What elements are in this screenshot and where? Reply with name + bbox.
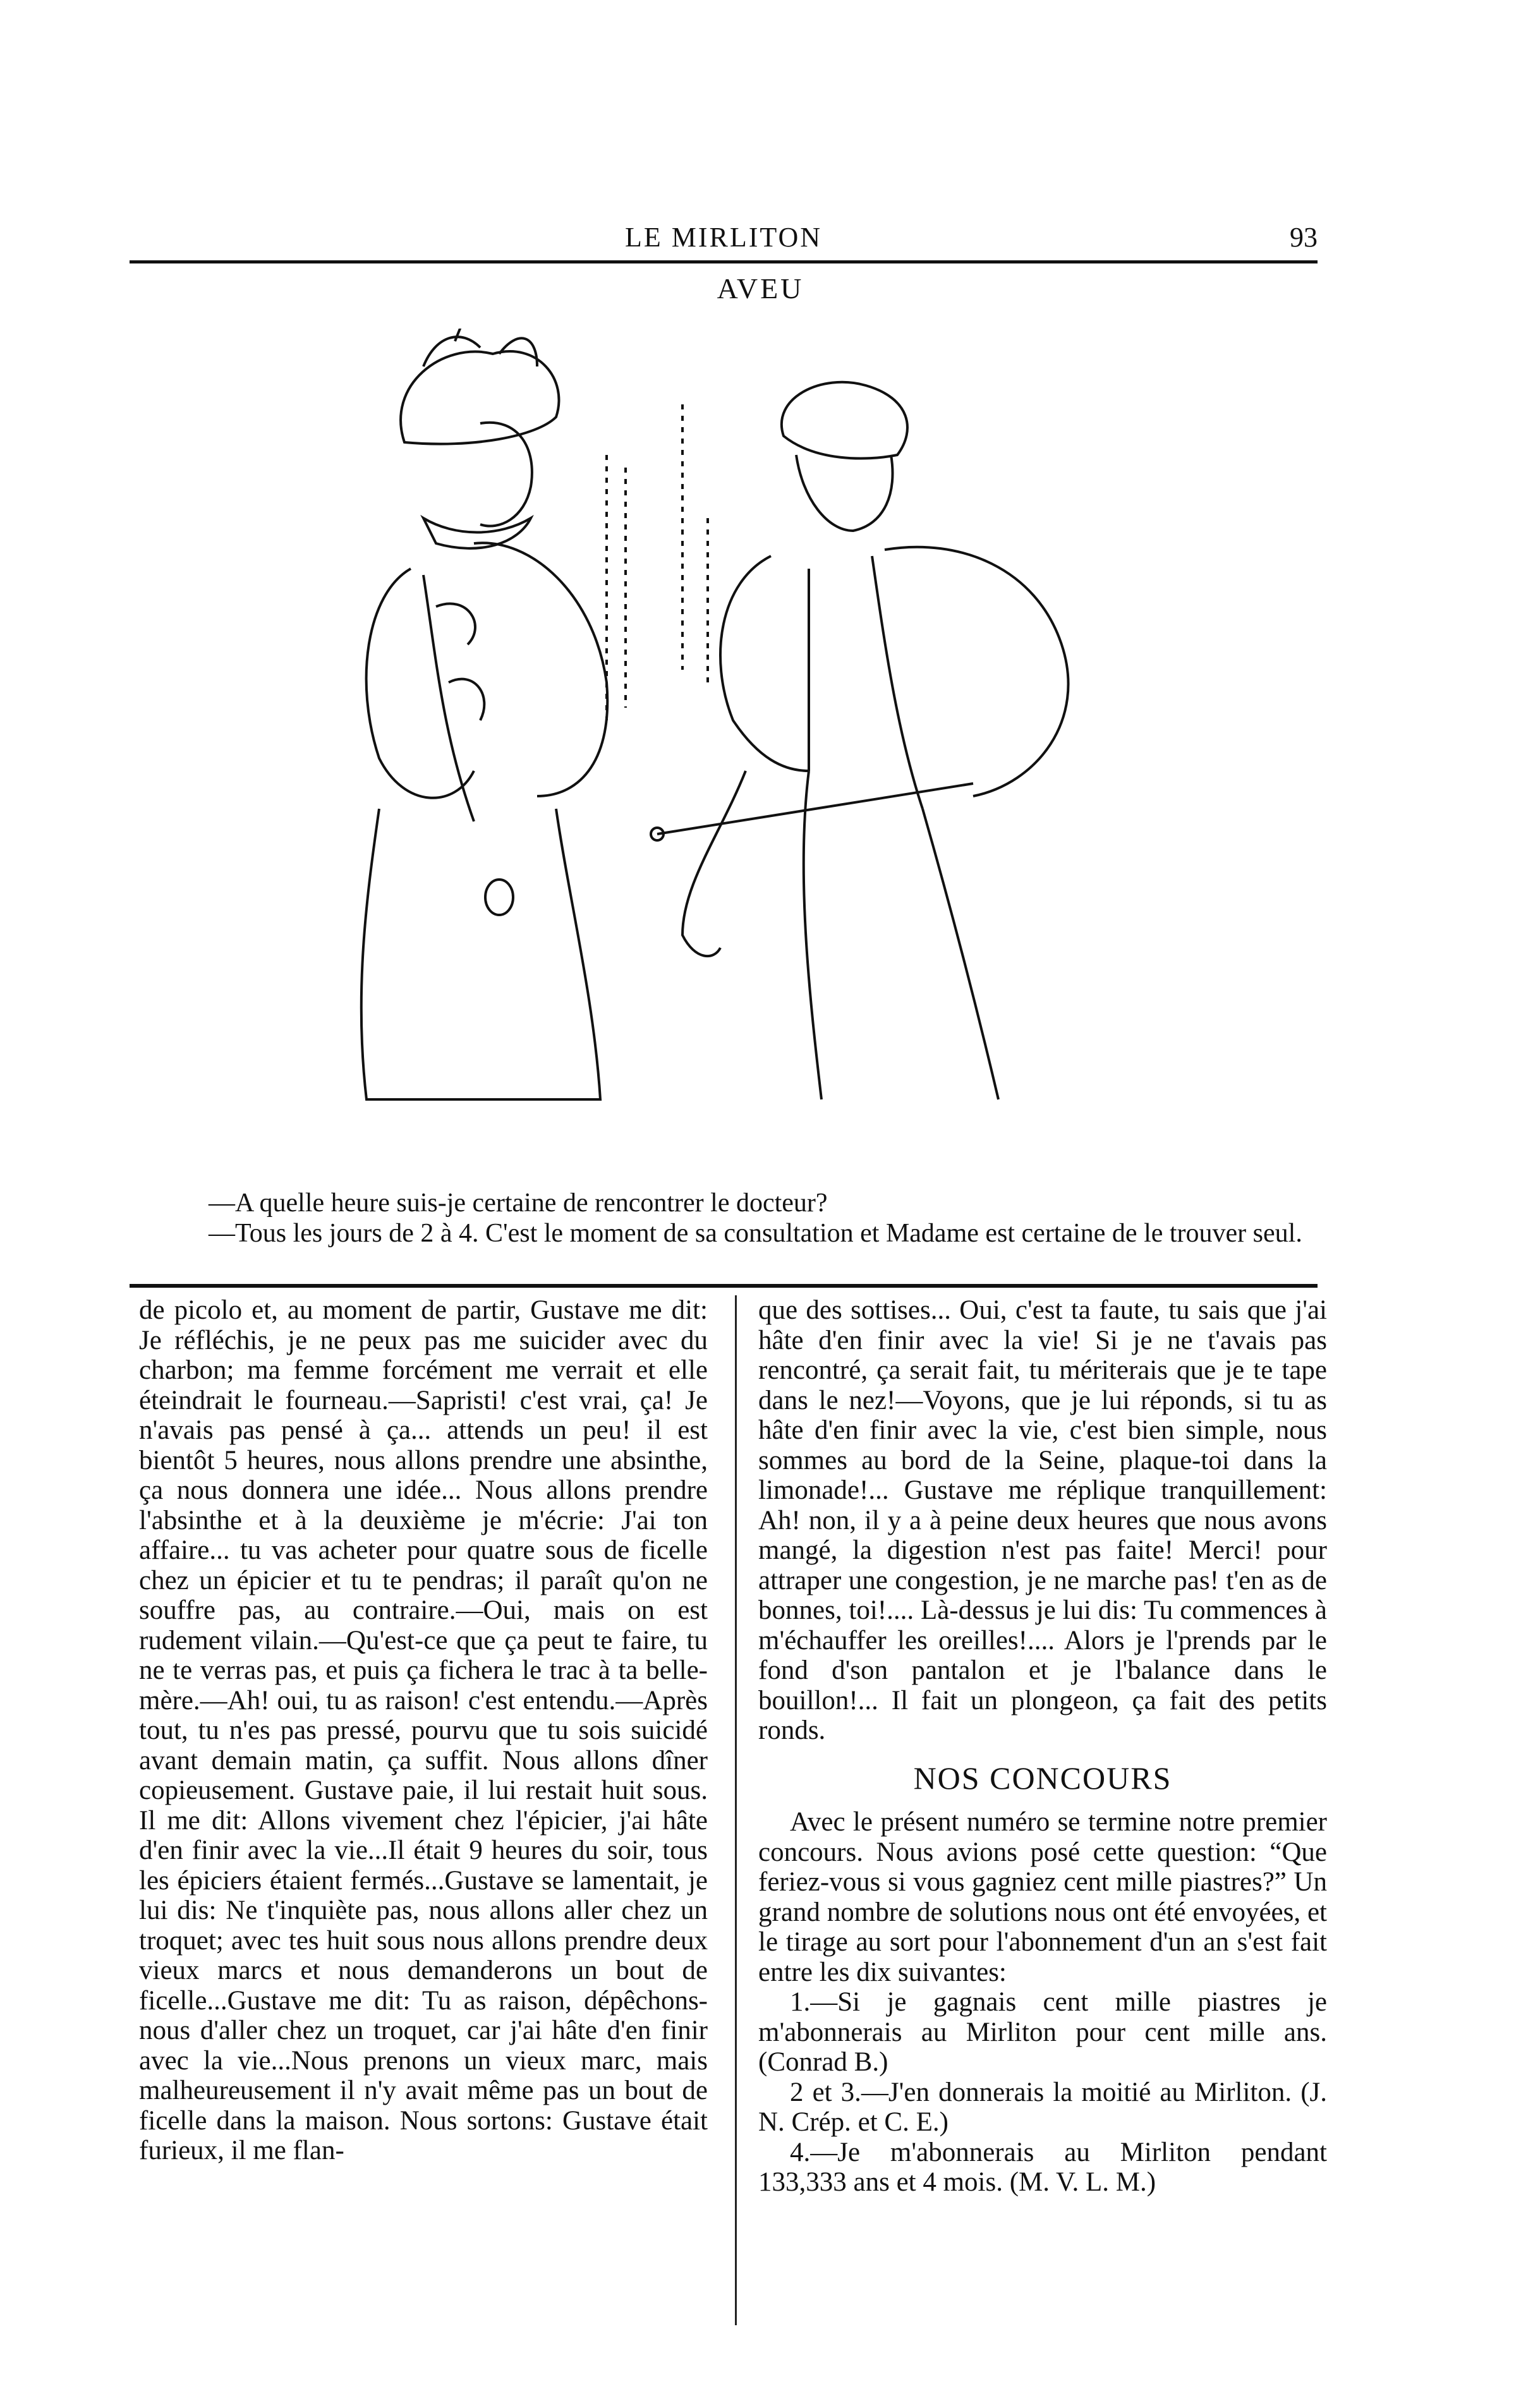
caption-line: —A quelle heure suis-je certaine de rencontrer le docteur? [209,1189,828,1218]
story-left-column [139,1295,708,2166]
header-rule [130,260,1318,263]
column-divider [735,1295,737,2325]
story-text: que des sottises... Oui, c'est ta faute, tu sais que j'ai hâte d'en finir avec la vie! Si je ne t'avais pas rencontré, ça serait fait, tu mériterais que je te tape dans le nez!—Voyons, que je lui réponds, si tu as hâte d'en finir avec la vie, c'est bien simple, nous sommes au bord de la Seine, plaque-toi dans la limonade!... Gustave me réplique tranquillement: Ah! non, il y a à peine deux heures que nous avons mangé, la digestion n'est pas faite! Merci! pour attraper une congestion, je ne marche pas! t'en as de bonnes, toi!.... Là-dessus je lui dis: Tu commences à m'échauffer les oreilles!.... Alors je l'prends par le fond d'son pantalon et je l'balance dans le bouillon!... Il fait un plongeon, ça fait des petits ronds. [758,1295,1327,1745]
concours-entry: 2 et 3.—J'en donnerais la moitié au Mirliton. (J. N. Crép. et C. E.) [758,2077,1327,2137]
story-right-column [758,1295,1327,2198]
caption-line: —Tous les jours de 2 à 4. C'est le moment de sa consultation et Madame est certaine de le trouver seul. [209,1219,1302,1248]
illustration-caption [183,1188,1308,1249]
illustration-two-women [329,329,1188,1194]
section-title: NOS CONCOURS [913,1760,1172,1796]
page-header [130,209,1318,265]
page-number: 93 [1290,222,1318,253]
journal-title: LE MIRLITON [624,222,823,253]
concours-entry: 1.—Si je gagnais cent mille piastres je m'abonnerais au Mirliton pour cent mille ans. (Conrad B.) [758,1987,1327,2077]
illustration-title: AVEU [717,272,804,305]
concours-intro: Avec le présent numéro se termine notre premier concours. Nous avions posé cette question: “Que feriez-vous si vous gagniez cent mille piastres?” Un grand nombre de solutions nous ont été envoyées, et le tirage au sort pour l'abonnement d'un an s'est fait entre les dix suivantes: [758,1807,1327,1987]
concours-entry: 4.—Je m'abonnerais au Mirliton pendant 133,333 ans et 4 mois. (M. V. L. M.) [758,2137,1327,2197]
story-text: de picolo et, au moment de partir, Gustave me dit: Je réfléchis, je ne peux pas me suicider avec du charbon; ma femme forcément me verrait et elle éteindrait le fourneau.—Sapristi! c'est vrai, ça! Je n'avais pas pensé à ça... attends un peu! il est bientôt 5 heures, nous allons prendre une absinthe, ça nous donnera une idée... Nous allons prendre l'absinthe et à la deuxième je m'écrie: J'ai ton affaire... tu vas acheter pour quatre sous de ficelle chez un épicier et tu te pendras; il paraît qu'on ne souffre pas, au contraire.—Oui, mais on est rudement vilain.—Qu'est-ce que ça peut te faire, tu ne te verras pas, et puis ça fichera le trac à ta belle-mère.—Ah! oui, tu as raison! c'est entendu.—Après tout, tu n'es pas pressé, pourvu que tu sois suicidé avant demain matin, ça suffit. Nous allons dîner copieusement. Gustave paie, il lui restait huit sous. Il me dit: Allons vivement chez l'épicier, j'ai hâte d'en finir avec la vie...Il était 9 heures du soir, tous les épiciers étaient fermés...Gustave se lamentait, je lui dis: Ne t'inquiète pas, nous allons aller chez un troquet; avec tes huit sous nous allons prendre deux vieux marcs et nous demanderons un bout de ficelle...Gustave me dit: Tu as raison, dépêchons-nous d'aller chez un troquet, car j'ai hâte d'en finir avec la vie...Nous prenons un vieux marc, mais malheureusement il n'y avait même pas un bout de ficelle dans la maison. Nous sortons: Gustave était furieux, il me flan- [139,1295,708,2165]
caption-rule [130,1284,1318,1288]
